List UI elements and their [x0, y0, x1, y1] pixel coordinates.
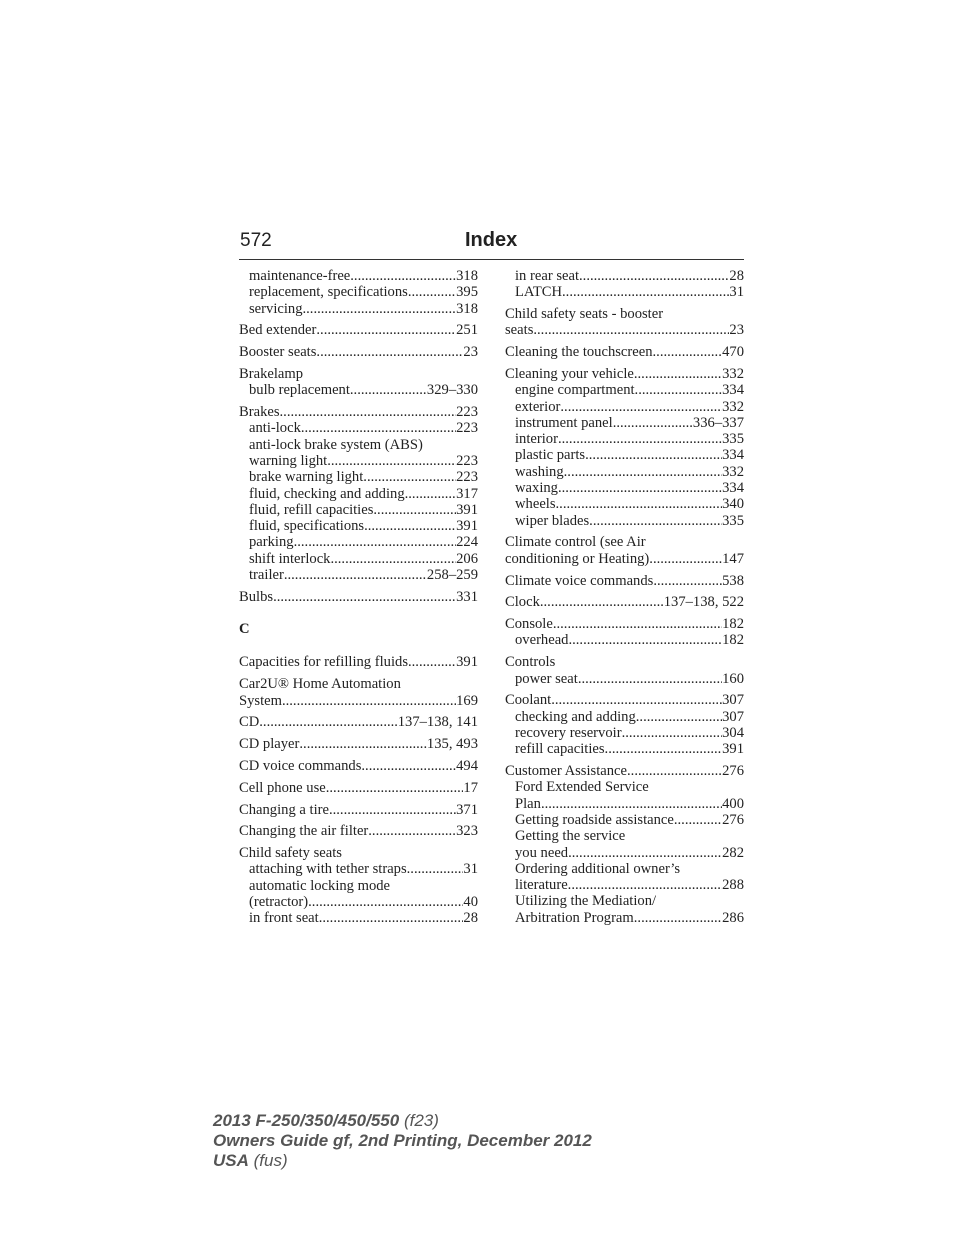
index-entry [239, 736, 478, 752]
index-term: plastic parts [515, 447, 586, 464]
index-subentry-line [239, 301, 478, 317]
index-page-ref: 340 [722, 496, 744, 513]
dot-leader [568, 877, 722, 893]
index-entry [505, 616, 744, 649]
index-term: literature [515, 877, 568, 894]
index-page-ref: 182 [722, 632, 744, 649]
dot-leader [326, 780, 464, 796]
index-page-ref: 223 [456, 469, 478, 486]
index-term: Plan [515, 795, 541, 812]
index-page-ref: 31 [463, 861, 478, 878]
dot-leader [405, 486, 456, 502]
index-subentry-line [239, 382, 478, 398]
index-page-ref: 332 [722, 463, 744, 480]
index-page-ref: 223 [456, 420, 478, 437]
index-page-ref: 400 [722, 795, 744, 812]
dot-leader [564, 464, 722, 480]
dot-leader [408, 284, 456, 300]
index-page-ref: 304 [722, 724, 744, 741]
footer-model-code: (f23) [403, 1111, 439, 1130]
index-term: checking and adding [515, 708, 636, 725]
index-term: wheels [515, 496, 556, 513]
index-column-right [505, 268, 744, 931]
index-term: Console [505, 616, 553, 633]
index-entry [505, 268, 744, 301]
index-page-ref: 332 [722, 398, 744, 415]
index-section-letter: C [239, 621, 250, 638]
index-page-ref: 391 [456, 518, 478, 535]
dot-leader [308, 894, 463, 910]
index-subentry-line [505, 828, 744, 844]
index-subentry-line [239, 910, 478, 926]
index-page-ref: 538 [722, 572, 744, 589]
index-entry [239, 654, 478, 670]
index-subentry-line [239, 486, 478, 502]
index-page-ref: 23 [729, 322, 744, 339]
index-subentry-line [505, 284, 744, 300]
index-entry-line [239, 589, 478, 605]
index-page-ref: 17 [463, 779, 478, 796]
dot-leader [407, 861, 464, 877]
index-entry [505, 654, 744, 687]
index-page-ref: 147 [722, 550, 744, 567]
index-term: Ford Extended Service [515, 779, 649, 796]
index-term: waxing [515, 480, 558, 497]
index-subentry-line [505, 796, 744, 812]
index-page-ref: 334 [722, 447, 744, 464]
index-subentry-line [505, 447, 744, 463]
dot-leader [634, 910, 722, 926]
index-term: attaching with tether straps [249, 861, 407, 878]
footer-line-1 [213, 1111, 592, 1131]
index-entry [239, 780, 478, 796]
index-entry-line [505, 322, 744, 338]
index-term: maintenance-free [249, 268, 351, 284]
dot-leader [294, 534, 457, 550]
index-term: Brakes [239, 404, 280, 421]
index-term: Cleaning the touchscreen [505, 344, 653, 361]
index-term: Getting roadside assistance [515, 811, 674, 828]
index-term: Changing the air filter [239, 823, 369, 840]
index-entry-line [505, 534, 744, 550]
index-entry-line [239, 758, 478, 774]
dot-leader [368, 823, 456, 839]
index-entry-line [239, 714, 478, 730]
index-entry-line [505, 594, 744, 610]
page-title: Index [465, 229, 518, 251]
index-entry [239, 268, 478, 317]
index-term: bulb replacement [249, 382, 350, 399]
index-subentry-line [505, 431, 744, 447]
dot-leader [259, 714, 397, 730]
index-page-ref: 307 [722, 692, 744, 709]
index-term: Controls [505, 654, 556, 671]
index-entry [505, 573, 744, 589]
index-subentry-line [239, 437, 478, 453]
index-subentry-line [505, 464, 744, 480]
index-term: interior [515, 431, 558, 448]
dot-leader [330, 551, 456, 567]
index-subentry-line [505, 399, 744, 415]
index-page-ref: 329–330 [426, 382, 478, 399]
index-term: Coolant [505, 692, 552, 709]
index-subentry-line [239, 268, 478, 284]
index-entry [239, 366, 478, 399]
index-subentry-line [505, 671, 744, 687]
index-term: exterior [515, 398, 561, 415]
index-subentry-line [239, 894, 478, 910]
index-entry-line [239, 693, 478, 709]
dot-leader [299, 736, 427, 752]
index-subentry-line [505, 845, 744, 861]
dot-leader [653, 573, 722, 589]
index-page-ref: 23 [463, 344, 478, 361]
index-page-ref: 223 [456, 452, 478, 469]
index-term: anti-lock [249, 420, 301, 437]
index-subentry-line [239, 453, 478, 469]
index-entry [505, 692, 744, 757]
index-entry [239, 404, 478, 583]
index-page-ref: 317 [456, 485, 478, 502]
index-subentry-line [239, 878, 478, 894]
index-entry-line [239, 366, 478, 382]
index-page-ref: 182 [722, 616, 744, 633]
index-entry-line [239, 322, 478, 338]
index-page-ref: 28 [729, 268, 744, 284]
dot-leader [533, 322, 729, 338]
index-page-ref: 307 [722, 708, 744, 725]
dot-leader [350, 382, 427, 398]
index-term: Utilizing the Mediation/ [515, 893, 657, 910]
index-term: Climate voice commands [505, 572, 654, 589]
index-page-ref: 318 [456, 300, 478, 317]
dot-leader [350, 268, 456, 284]
index-entry-line [239, 344, 478, 360]
index-subentry-line [505, 910, 744, 926]
index-term: refill capacities [515, 741, 605, 758]
dot-leader [560, 399, 722, 415]
index-page-ref: 169 [456, 692, 478, 709]
index-entry-line [505, 344, 744, 360]
index-column-left [239, 268, 478, 932]
index-term: Car2U® Home Automation [239, 676, 401, 693]
index-page-ref: 331 [456, 588, 478, 605]
index-subentry-line [239, 534, 478, 550]
index-entry-line [239, 654, 478, 670]
index-subentry-line [505, 725, 744, 741]
dot-leader [556, 496, 723, 512]
index-page-ref: 395 [456, 284, 478, 301]
index-page-ref: 282 [722, 844, 744, 861]
footer-market: USA [213, 1151, 249, 1170]
index-page-ref: 137–138, 141 [397, 714, 478, 731]
index-page-ref: 336–337 [692, 414, 744, 431]
index-page-ref: 335 [722, 431, 744, 448]
index-entry-line [239, 802, 478, 818]
index-term: Bed extender [239, 322, 317, 339]
index-page-ref: 494 [456, 757, 478, 774]
index-term: (retractor) [249, 894, 309, 910]
dot-leader [327, 453, 456, 469]
index-term: Getting the service [515, 828, 626, 845]
index-term: fluid, checking and adding [249, 485, 405, 502]
index-page-ref: 286 [722, 909, 744, 926]
index-entry [239, 758, 478, 774]
index-subentry-line [505, 861, 744, 877]
footer-model: 2013 F-250/350/450/550 [213, 1111, 400, 1130]
index-term: Clock [505, 594, 540, 611]
index-term: Capacities for refilling fluids [239, 654, 408, 671]
index-page-ref: 224 [456, 534, 478, 551]
index-subentry-line [505, 893, 744, 909]
index-term: Climate control (see Air [505, 534, 646, 551]
dot-leader [635, 382, 723, 398]
dot-leader [282, 693, 456, 709]
dot-leader [653, 344, 723, 360]
index-subentry-line [505, 779, 744, 795]
dot-leader [558, 480, 722, 496]
index-page-ref: 334 [722, 382, 744, 399]
index-entry [239, 823, 478, 839]
dot-leader [562, 284, 729, 300]
index-term: engine compartment [515, 382, 635, 399]
index-page-ref: 334 [722, 480, 744, 497]
index-entry-line [239, 404, 478, 420]
index-subentry-line [239, 567, 478, 583]
dot-leader [589, 513, 722, 529]
dot-leader [674, 812, 722, 828]
index-subentry-line [239, 284, 478, 300]
index-entry [505, 344, 744, 360]
index-page-ref: 371 [456, 801, 478, 818]
index-page-ref: 276 [722, 763, 744, 780]
index-term: Booster seats [239, 344, 317, 361]
index-entry-line [505, 654, 744, 670]
index-subentry-line [239, 502, 478, 518]
index-term: CD [239, 714, 260, 731]
dot-leader [273, 589, 456, 605]
index-page-ref: 160 [722, 670, 744, 687]
index-page-ref: 323 [456, 823, 478, 840]
index-term: brake warning light [249, 469, 364, 486]
index-entry [505, 366, 744, 529]
index-term: CD voice commands [239, 757, 362, 774]
index-page-ref: 137–138, 522 [663, 594, 744, 611]
dot-leader [303, 301, 457, 317]
index-page-ref: 258–259 [426, 567, 478, 584]
dot-leader [329, 802, 456, 818]
index-page-ref: 335 [722, 512, 744, 529]
index-page-ref: 288 [722, 877, 744, 894]
index-page-ref: 135, 493 [426, 736, 478, 753]
dot-leader [585, 447, 722, 463]
index-term: instrument panel [515, 414, 613, 431]
index-term: Brakelamp [239, 365, 304, 382]
dot-leader [613, 415, 693, 431]
footer-market-code: (fus) [253, 1151, 288, 1170]
index-term: Child safety seats [239, 845, 342, 862]
index-entry-line [239, 823, 478, 839]
index-entry-line [239, 845, 478, 861]
index-entry [505, 763, 744, 926]
index-entry [239, 714, 478, 730]
index-subentry-line [239, 469, 478, 485]
index-term: Arbitration Program [515, 909, 634, 926]
index-entry [239, 344, 478, 360]
index-entry-line [239, 780, 478, 796]
index-term: warning light [249, 452, 328, 469]
index-subentry-line [239, 518, 478, 534]
dot-leader [649, 551, 722, 567]
index-term: CD player [239, 736, 300, 753]
index-term: Child safety seats - booster [505, 306, 664, 323]
index-page-ref: 391 [456, 654, 478, 671]
index-term: you need [515, 844, 569, 861]
index-subentry-line [505, 812, 744, 828]
dot-leader [627, 763, 722, 779]
index-subentry-line [505, 632, 744, 648]
index-term: wiper blades [515, 512, 590, 529]
index-subentry-line [239, 551, 478, 567]
index-term: System [239, 692, 282, 709]
index-term: Cleaning your vehicle [505, 365, 634, 382]
dot-leader [579, 268, 729, 284]
index-entry-line [505, 692, 744, 708]
index-subentry-line [505, 382, 744, 398]
index-term: shift interlock [249, 550, 331, 567]
index-page-ref: 318 [456, 268, 478, 284]
index-subentry-line [505, 496, 744, 512]
dot-leader [364, 518, 456, 534]
dot-leader [301, 420, 456, 436]
index-term: recovery reservoir [515, 724, 622, 741]
dot-leader [568, 845, 722, 861]
footer-line-3 [213, 1151, 592, 1171]
dot-leader [553, 616, 722, 632]
index-term: in front seat [249, 910, 319, 927]
index-entry [239, 802, 478, 818]
index-page-ref: 391 [722, 741, 744, 758]
index-subentry-line [505, 709, 744, 725]
index-entry-line [505, 616, 744, 632]
index-entry-line [505, 573, 744, 589]
index-page-ref: 223 [456, 404, 478, 421]
index-term: fluid, specifications [249, 518, 365, 535]
page-header [239, 229, 744, 260]
dot-leader [280, 404, 457, 420]
index-page-ref: 276 [722, 811, 744, 828]
index-subentry-line [505, 480, 744, 496]
dot-leader [284, 567, 427, 583]
dot-leader [622, 725, 723, 741]
index-entry [505, 534, 744, 567]
footer-line-2 [213, 1131, 592, 1151]
dot-leader [541, 796, 722, 812]
index-term: parking [249, 534, 294, 551]
index-term: Changing a tire [239, 801, 329, 818]
index-page-ref: 206 [456, 550, 478, 567]
index-subentry-line [505, 415, 744, 431]
index-page-ref: 40 [463, 894, 478, 910]
dot-leader [408, 654, 456, 670]
index-term: seats [505, 322, 534, 339]
page-number: 572 [240, 230, 272, 251]
index-subentry-line [505, 741, 744, 757]
index-entry [239, 845, 478, 926]
index-entry [239, 589, 478, 605]
dot-leader [558, 431, 722, 447]
index-term: LATCH [515, 284, 563, 301]
index-term: Cell phone use [239, 779, 326, 796]
index-entry-line [505, 763, 744, 779]
index-term: overhead [515, 632, 569, 649]
index-subentry-line [505, 513, 744, 529]
index-page-ref: 470 [722, 344, 744, 361]
index-term: Customer Assistance [505, 763, 628, 780]
dot-leader [373, 502, 456, 518]
dot-leader [634, 366, 722, 382]
dot-leader [551, 692, 722, 708]
index-subentry-line [505, 877, 744, 893]
index-entry [505, 306, 744, 339]
index-subentry-line [239, 861, 478, 877]
index-term: anti-lock brake system (ABS) [249, 436, 423, 453]
index-subentry-line [239, 420, 478, 436]
index-term: automatic locking mode [249, 877, 391, 894]
footer-printing: Owners Guide gf, 2nd Printing, December 2012 [213, 1131, 592, 1150]
index-subentry-line [505, 268, 744, 284]
page-footer [213, 1111, 592, 1171]
index-term: in rear seat [515, 268, 580, 284]
dot-leader [316, 344, 463, 360]
index-term: trailer [249, 567, 284, 584]
dot-leader [316, 322, 456, 338]
index-term: Ordering additional owner’s [515, 860, 681, 877]
dot-leader [540, 594, 664, 610]
dot-leader [319, 910, 464, 926]
index-page-ref: 332 [722, 365, 744, 382]
index-term: power seat [515, 670, 578, 687]
index-term: fluid, refill capacities [249, 501, 374, 518]
index-term: Bulbs [239, 588, 274, 605]
dot-leader [568, 632, 722, 648]
index-page-ref: 28 [463, 910, 478, 927]
dot-leader [636, 709, 722, 725]
index-entry-line [505, 366, 744, 382]
index-entry [239, 676, 478, 709]
index-term: washing [515, 463, 564, 480]
dot-leader [578, 671, 722, 687]
index-page-ref: 391 [456, 501, 478, 518]
index-entry [505, 594, 744, 610]
dot-leader [363, 469, 456, 485]
index-term: replacement, specifications [249, 284, 408, 301]
index-term: conditioning or Heating) [505, 550, 650, 567]
index-entry-line [239, 736, 478, 752]
index-entry-line [505, 306, 744, 322]
index-entry-line [505, 551, 744, 567]
index-entry [239, 322, 478, 338]
dot-leader [361, 758, 456, 774]
index-term: servicing [249, 300, 303, 317]
index-entry-line [239, 676, 478, 692]
index-page-ref: 31 [729, 284, 744, 301]
index-page-ref: 251 [456, 322, 478, 339]
dot-leader [605, 741, 723, 757]
